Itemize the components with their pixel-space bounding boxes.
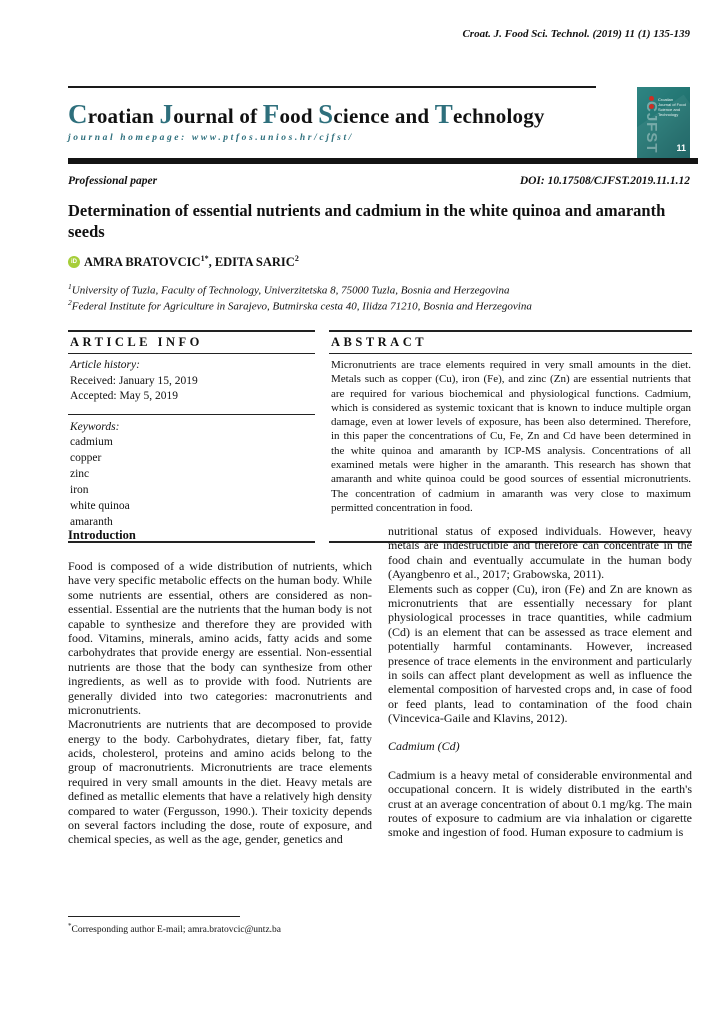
abstract-column: [329, 330, 692, 543]
paper-type-label: Professional paper: [68, 175, 158, 187]
keywords-label: Keywords:: [70, 420, 120, 433]
affiliations-block: [68, 282, 532, 314]
homepage-link[interactable]: www.ptfos.unios.hr/cjfst/: [191, 132, 354, 143]
received-date: Received: January 15, 2019: [70, 374, 198, 387]
body-paragraph: Macronutrients are nutrients that are decomposed to provide energy to the body. Carbohydrates, dietary fiber, fat, fatty acids, cholesterol, proteins and amino acids belong to the group of macronutrients. Micronutrients are trace elements required in very small amounts in the diet. Heavy metals are defined as metallic elements that have a relatively high density compared to water (Fergusson, 1990.). Their toxicity depends on several factors including the dose, route of exposure, and chemical species, as well as the age, gender, genetics and: [68, 717, 372, 847]
journal-cover-thumbnail: [637, 87, 690, 158]
journal-title: [68, 100, 596, 130]
accepted-date: Accepted: May 5, 2019: [70, 390, 178, 403]
body-text-columns: [68, 524, 692, 847]
cover-title-text: Croatian Journal of Food Science and Technology: [658, 97, 686, 117]
keyword-item: copper: [70, 452, 102, 465]
affiliation-superscript: 2: [68, 298, 72, 308]
header-divider-bar: [68, 158, 698, 164]
article-info-column: [68, 330, 315, 543]
cover-acronym: CJFST: [643, 101, 660, 154]
email-link[interactable]: amra.bratovcic@untz.ba: [187, 925, 282, 936]
footnote-divider: [68, 916, 240, 917]
journal-title-text: ournal of: [173, 104, 263, 128]
affiliation-superscript: 1: [68, 282, 72, 291]
author-name: AMRA $BRATOVCIC^{1*}$, EDITA SARIC$^2$: [84, 254, 299, 270]
author-superscript: 2: [294, 254, 299, 263]
journal-homepage-line: [68, 133, 596, 143]
keyword-item: white quinoa: [70, 499, 130, 512]
journal-title-initial: C: [68, 99, 88, 129]
keyword-item: iron: [70, 483, 89, 496]
journal-title-initial: T: [434, 99, 453, 129]
body-left-column: [68, 524, 372, 847]
article-title: Determination of essential nutrients and cadmium in the white quinoa and amaranth seeds: [68, 201, 666, 242]
cover-volume-number: 11: [676, 143, 686, 153]
affiliation-line: $^2$Federal Institute for Agriculture in Sarajevo, Butmirska cesta 40, Ilidza 71210, Bosnia and Herzegovina: [68, 298, 532, 313]
footnote-label: Corresponding author E-mail;: [71, 925, 188, 936]
journal-citation-header: Croat. J. Food Sci. Technol. (2019) 11 (1) 135-139: [462, 28, 690, 40]
abstract-heading: ABSTRACT: [329, 332, 692, 354]
authors-line: [68, 254, 299, 270]
journal-title-text: cience and: [333, 104, 435, 128]
journal-title-text: roatian: [87, 104, 160, 128]
article-history-section: [68, 354, 315, 415]
journal-masthead: [68, 86, 596, 143]
article-history-label: Article history:: [70, 359, 140, 371]
keywords-section: [68, 415, 315, 541]
homepage-label: journal homepage:: [68, 132, 192, 143]
journal-title-text: echnology: [452, 104, 545, 128]
keyword-item: amaranth: [70, 515, 113, 528]
introduction-heading: Introduction: [68, 528, 136, 542]
footnote-marker: *: [68, 922, 72, 930]
body-paragraph: Elements such as copper (Cu), iron (Fe) and Zn are known as micronutrients that are essentially necessary for plant physiological processes in trace quantities, while cadmium (Cd) is an element that can be assessed as trace element and potentially harmful contaminants. However, increased presence of trace elements in the environment and particularly in soils can affect plant development as well as influence the elemental composition of harvested crops and, in case of food or feed plants, lead to contamination of the food chain (Vincevica-Gaile and Klavins, 2012).: [388, 581, 692, 726]
abstract-text: Micronutrients are trace elements required in very small amounts in the diet. Metals such as copper (Cu), iron (Fe), and zinc (Zn) are essential nutrients that are required for various biochemical and physiological functions. Cadmium, which is considered as systemic toxicant that is known to induce multiple organ damage, even at lower levels of exposure, has been also determined. Therefore, in this paper the concentrations of Cu, Fe, Zn and Cd have been determined in the white quinoa and amaranth by ICP-MS analysis. Concentrations of all examined metals were higher in the amaranth. This research has shown that amaranth and white quinoa could be good sources of essential micronutrients. The concentration of cadmium in amaranth was very close to maximum permitted concentration in food.: [331, 359, 691, 514]
orcid-icon[interactable]: iD: [68, 256, 80, 268]
article-info-heading: ARTICLE INFO: [68, 332, 315, 354]
corresponding-author-footnote: [68, 922, 281, 935]
body-right-column: [388, 524, 692, 847]
body-paragraph: nutritional status of exposed individuals. However, heavy metals are indestructible and therefore can concentrate in the food chain and eventually accumulate in the human body (Ayangbenro et al., 2017; Grabowska, 2011).: [388, 524, 692, 582]
doi-label: DOI: 10.17508/CJFST.2019.11.1.12: [519, 175, 690, 187]
journal-title-initial: J: [159, 99, 174, 129]
keyword-item: zinc: [70, 468, 90, 481]
body-paragraph: Cadmium is a heavy metal of considerable environmental and occupational concern. It is widely distributed in the earth's crust at an average concentration of about 0.1 mg/kg. The main routes of exposure to cadmium are via inhalation or cigarette smoke and ingestion of food. Human exposure to cadmium is: [388, 767, 692, 840]
keyword-item: cadmium: [70, 436, 113, 449]
journal-title-initial: F: [262, 99, 280, 129]
affiliation-line: $^1$University of Tuzla, Faculty of Technology, Univerzitetska 8, 75000 Tuzla, Bosnia and Herzegovina: [68, 282, 510, 297]
body-paragraph: Food is composed of a wide distribution of nutrients, which have very specific metabolic effects on the human body. While some nutrients are essential, others are considered as non-essential. Essential are the nutrients that the human body is not capable to synthesize and therefore they are provided with food. Vitamins, minerals, amino acids, fatty acids and some carbohydrates that provide energy are essential. Non-essential nutrients are those that the body can synthesize from other ingredients, as well as to provide with food. Nutrients are generally divided into two categories: macronutrients and micronutrients.: [68, 559, 372, 717]
author-superscript: 1*: [200, 254, 209, 263]
cadmium-subheading: Cadmium (Cd): [388, 739, 460, 754]
journal-title-initial: S: [318, 99, 334, 129]
article-info-abstract-box: [68, 330, 692, 543]
journal-title-text: ood: [279, 104, 319, 128]
